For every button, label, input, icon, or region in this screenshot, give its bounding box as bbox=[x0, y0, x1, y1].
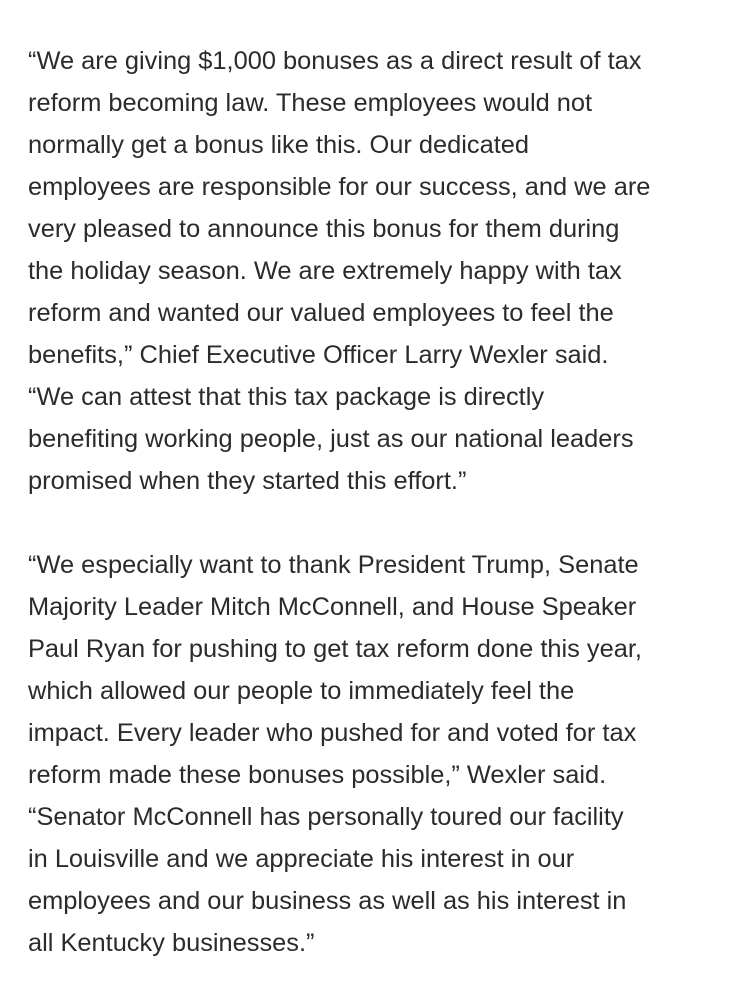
text-line: “Senator McConnell has personally toured our facility bbox=[28, 803, 624, 831]
text-line: Paul Ryan for pushing to get tax reform done this year, bbox=[28, 635, 642, 663]
document-body bbox=[28, 40, 740, 964]
paragraph-1 bbox=[28, 40, 740, 502]
text-line: reform and wanted our valued employees to feel the bbox=[28, 299, 614, 327]
text-line: impact. Every leader who pushed for and voted for tax bbox=[28, 719, 637, 747]
text-line: reform becoming law. These employees would not bbox=[28, 89, 593, 117]
text-line: promised when they started this effort.” bbox=[28, 467, 467, 495]
text-line: reform made these bonuses possible,” Wexler said. bbox=[28, 761, 607, 789]
text-line: employees are responsible for our success, and we are bbox=[28, 173, 651, 201]
text-line: “We are giving $1,000 bonuses as a direct result of tax bbox=[28, 47, 642, 75]
text-line: employees and our business as well as his interest in bbox=[28, 887, 627, 915]
text-line: very pleased to announce this bonus for them during bbox=[28, 215, 620, 243]
paragraph-2 bbox=[28, 544, 740, 964]
text-line: “We especially want to thank President Trump, Senate bbox=[28, 551, 639, 579]
text-line: normally get a bonus like this. Our dedicated bbox=[28, 131, 530, 159]
paragraph-spacer bbox=[28, 502, 740, 544]
text-line: “We can attest that this tax package is directly bbox=[28, 383, 545, 411]
text-line: which allowed our people to immediately feel the bbox=[28, 677, 575, 705]
text-line: benefits,” Chief Executive Officer Larry Wexler said. bbox=[28, 341, 609, 369]
text-line: in Louisville and we appreciate his interest in our bbox=[28, 845, 575, 873]
text-line: the holiday season. We are extremely happy with tax bbox=[28, 257, 622, 285]
text-line: Majority Leader Mitch McConnell, and House Speaker bbox=[28, 593, 637, 621]
text-line: all Kentucky businesses.” bbox=[28, 929, 315, 957]
text-line: benefiting working people, just as our national leaders bbox=[28, 425, 634, 453]
